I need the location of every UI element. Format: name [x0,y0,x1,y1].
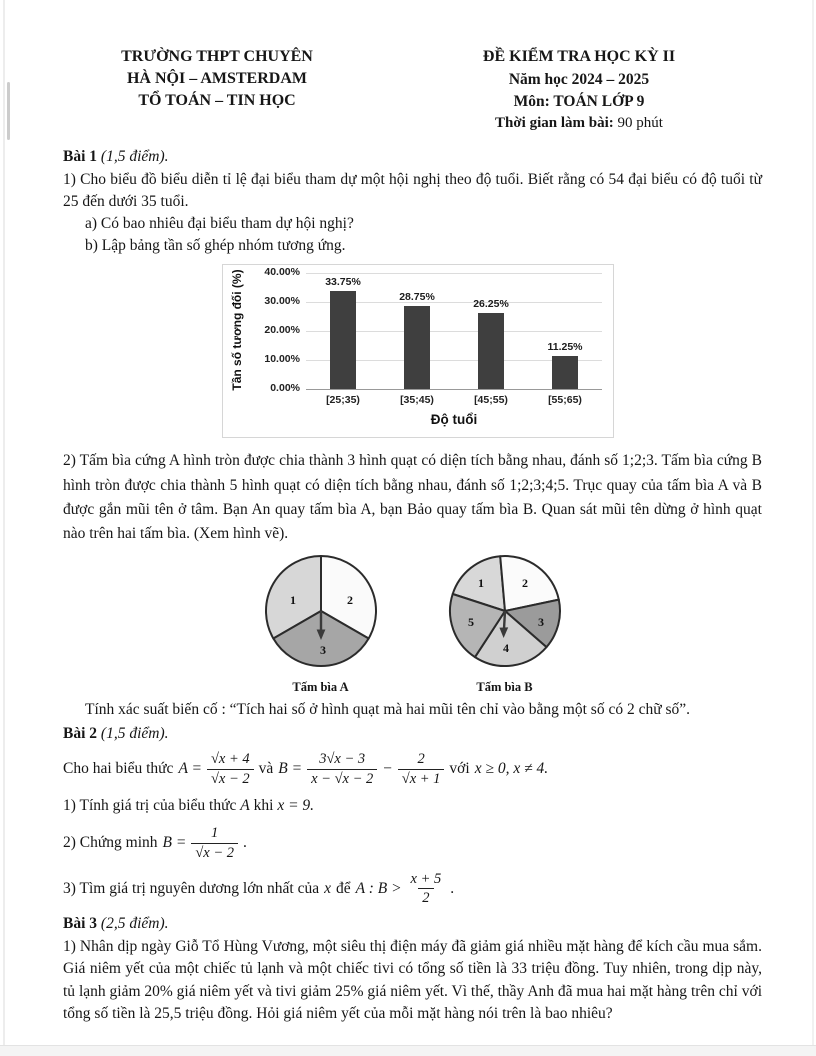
exam-time [429,113,729,134]
bai2-question-1 [63,795,762,817]
spinner-a-figure [246,551,396,695]
q3-var-x: x [324,879,331,897]
chart-bar-value-label: 28.75% [399,290,435,303]
bai2-intro-and: và [258,760,274,778]
q2-text: 2) Chứng minh [63,834,158,852]
chart-bar [330,291,356,389]
chart-x-axis-ticks [306,394,602,406]
spinner-b-arrow-shaft [504,611,505,629]
bai2-intro-text: Cho hai biểu thức [63,760,174,778]
spinner-b-label-1: 1 [477,575,484,590]
chart-xtick-label: [55;65) [548,394,582,407]
chart-ytick-label: 40.00% [264,266,300,279]
chart-bar-column [528,239,602,389]
chart-xtick-label: [35;45) [400,394,434,407]
fraction-b2-denominator: √x + 1 [398,769,445,789]
spinner-b-label-5: 5 [467,614,474,629]
q1-var-a: A [240,797,250,815]
spinner-b-caption: Tấm bìa B [476,679,533,694]
age-distribution-chart [222,264,614,438]
chart-bar-value-label: 33.75% [325,276,361,289]
spinner-a-label-1: 1 [289,592,296,607]
exam-info-block [429,46,729,134]
q3-inequality: A : B > [355,879,402,897]
bai3-part1-text: 1) Nhân dịp ngày Giỗ Tổ Hùng Vương, một siêu thị điện máy đã giảm giá nhiều mặt hàng để kích cầu mua sắm. Giá niêm yết của một chiếc tủ lạnh và một chiếc tivi có tổng số tiền là 33 triệu đồng. Tuy nhiên, trong dịp này, tủ lạnh giảm 20% giá niêm yết và tivi giảm 25% giá niêm yết. Vì thế, thầy Anh đã mua hai mặt hàng trên chỉ với tổng số tiền là 25,5 triệu đồng. Hỏi giá niêm yết của mỗi mặt hàng nói trên là bao nhiêu? [63,937,762,1023]
spinner-figures [63,551,762,695]
spinner-b-label-3: 3 [537,614,544,629]
scan-artifact [7,82,10,140]
q2-b-lhs: B = [162,834,187,852]
fraction-b1-denominator: x − √x − 2 [307,769,377,789]
chart-ytick-label: 0.00% [270,382,300,395]
exam-time-value: 90 phút [617,114,663,131]
bai1-title: Bài 1 [63,148,98,166]
fraction-b1 [307,750,377,788]
chart-bar-value-label: 11.25% [547,341,583,354]
expr-b-lhs: B = [278,760,303,778]
school-line: TỔ TOÁN – TIN HỌC [138,92,296,110]
chart-xtick-label: [25;35) [326,394,360,407]
chart-bar [404,306,430,389]
scan-edge-right [812,0,814,1056]
fraction-q2-denominator: √x − 2 [191,843,238,863]
q3-text2: để [336,879,351,897]
chart-ytick-label: 30.00% [264,295,300,308]
spinner-b-label-2: 2 [521,575,528,590]
spinner-b-image [445,551,565,671]
chart-bar-column [306,239,380,389]
bai1-part1a: a) Có bao nhiêu đại biểu tham dự hội nghị? [85,215,354,233]
fraction-q2 [191,824,238,862]
exam-subject: Môn: TOÁN LỚP 9 [513,92,645,110]
spinner-b-label-4: 4 [502,640,509,655]
chart-ytick-label: 10.00% [264,353,300,366]
spinner-b-figure [430,551,580,695]
school-line: HÀ NỘI – AMSTERDAM [126,70,307,88]
scan-edge-bottom [0,1045,816,1056]
q1-x-value: x = 9. [277,797,315,815]
exam-year: Năm học 2024 – 2025 [508,70,650,88]
fraction-q3-numerator: x + 5 [410,870,442,887]
chart-xtick-label: [45;55) [474,394,508,407]
chart-bar-column [380,239,454,389]
bai1-points: (1,5 điểm). [100,148,169,166]
exam-title: ĐỀ KIỂM TRA HỌC KỲ II [482,48,676,65]
bai2-intro-formula [63,750,762,788]
chart-plot-area [306,273,602,389]
bai2-intro-with: với [449,760,470,778]
bai2-title: Bài 2 [63,724,98,742]
chart-ytick-label: 20.00% [264,324,300,337]
chart-bar [552,356,578,389]
fraction-b1-numerator: 3√x − 3 [319,750,366,767]
exam-header [63,46,762,134]
chart-y-axis-label: Tần số tương đối (%) [230,269,244,391]
q1-text2: khi [249,797,278,815]
exam-time-label: Thời gian làm bài: [495,114,614,131]
spinner-a-image [261,551,381,671]
fraction-a [207,750,254,788]
bai3-title: Bài 3 [63,914,98,932]
bai1-part1b: b) Lập bảng tần số ghép nhóm tương ứng. [85,237,346,255]
bai3-heading [63,915,762,933]
fraction-b2 [398,750,445,788]
chart-bar [478,313,504,389]
q2-period: . [243,834,247,852]
page-content [63,46,762,1026]
q3-text: 3) Tìm giá trị nguyên dương lớn nhất của [63,879,320,897]
bai2-question-2 [63,824,762,862]
fraction-a-denominator: √x − 2 [207,769,254,789]
fraction-b2-numerator: 2 [417,750,425,767]
q3-period: . [450,879,455,897]
spinner-a-label-3: 3 [319,642,326,657]
domain-condition: x ≥ 0, x ≠ 4. [474,760,549,778]
q1-text: 1) Tính giá trị của biểu thức [63,797,241,815]
chart-bar-column [454,239,528,389]
school-line: TRƯỜNG THPT CHUYÊN [121,48,313,65]
spinner-a-caption: Tấm bìa A [292,679,349,694]
bai1-part1-text: 1) Cho biểu đồ biểu diễn tỉ lệ đại biểu tham dự một hội nghị theo độ tuổi. Biết rằng có 54 đại biểu có độ tuổi từ 25 đến dưới 35 tuổi. [63,171,762,211]
bai1-probability-text: Tính xác suất biến cố : “Tích hai số ở hình quạt mà hai mũi tên chỉ vào bằng một số có 2 chữ số”. [85,700,691,718]
minus-sign: − [382,760,393,778]
fraction-q3 [407,870,446,908]
bai1-heading [63,148,762,166]
fraction-q3-denominator: 2 [418,888,433,908]
expr-a-lhs: A = [178,760,202,778]
chart-x-axis-label: Độ tuổi [430,412,478,428]
scan-edge-left [3,0,5,1056]
bai2-points: (1,5 điểm). [100,724,169,742]
spinner-a-label-2: 2 [346,592,353,607]
bai3-points: (2,5 điểm). [100,914,169,932]
school-block [91,46,343,112]
bai2-question-3 [63,870,762,908]
bai2-heading [63,725,762,743]
fraction-q2-numerator: 1 [211,825,219,842]
bai1-part2-text: 2) Tấm bìa cứng A hình tròn được chia thành 3 hình quạt có diện tích bằng nhau, đánh số 1;2;3. Tấm bìa cứng B hình tròn được chia thành 5 hình quạt có diện tích bằng nhau, đánh số 1;2;3;4;5. Trục quay của tấm bìa A và B được gắn mũi tên ở tâm. Bạn An quay tấm bìa A, bạn Bảo quay tấm bìa B. Quan sát mũi tên dừng ở hình quạt nào trên hai tấm bìa. (Xem hình vẽ). [63,452,762,543]
chart-bar-value-label: 26.25% [473,297,509,310]
fraction-a-numerator: √x + 4 [210,750,250,767]
